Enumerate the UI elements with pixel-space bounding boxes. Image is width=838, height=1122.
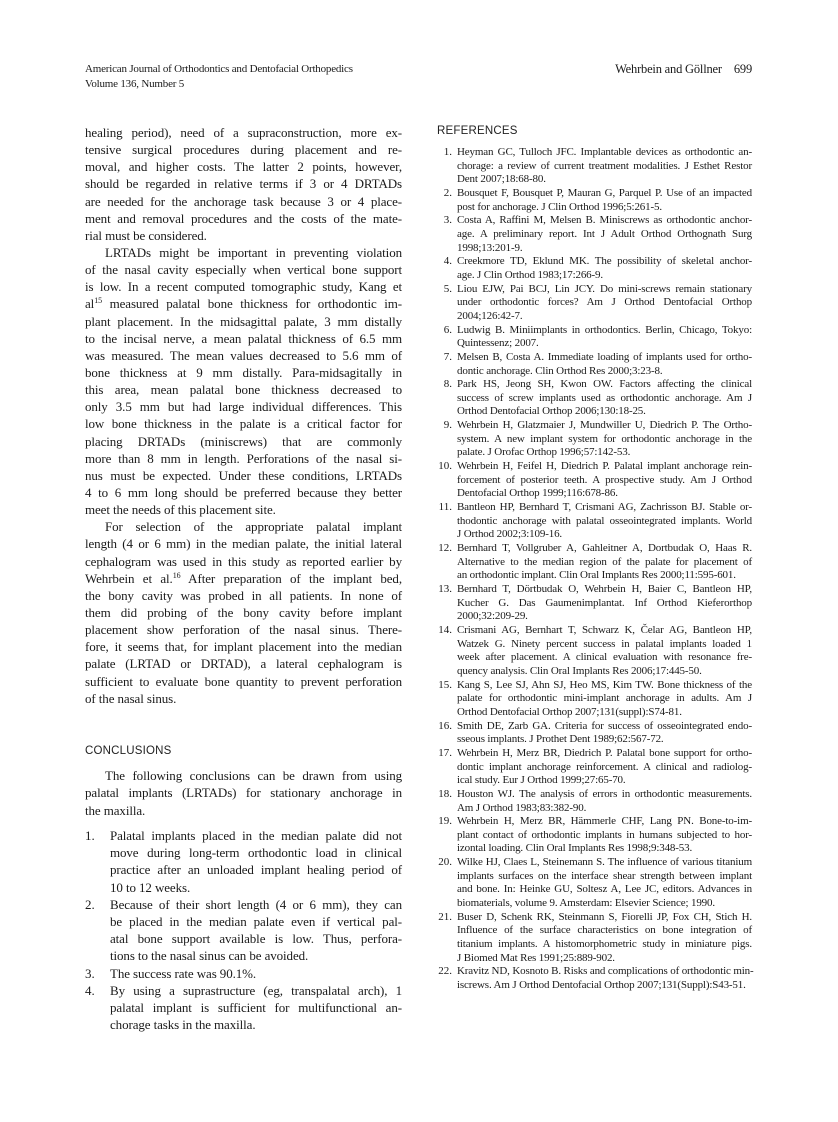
text-line: age. J Clin Orthod 1983;17:266-9. bbox=[457, 268, 603, 281]
text-line: rial must be considered. bbox=[85, 227, 207, 243]
text-line: of the nasal sinus. bbox=[85, 690, 177, 706]
text-line: only 3.5 mm but had large individual differences. This bbox=[85, 399, 402, 415]
reference-item bbox=[437, 283, 752, 324]
text-line: iscrews. Am J Orthod Dentofacial Orthop 2007;131(Suppl):S43-51. bbox=[457, 979, 746, 992]
text-line: 4 to 6 mm long should be preferred because they better bbox=[85, 484, 402, 500]
text-line: Kucher G. Das Gaumenimplantat. Inf Orthod Kieferorthop bbox=[457, 596, 752, 609]
paragraph bbox=[85, 244, 402, 518]
text-line: bone thickness at 9 mm distally. Para-midsagitally in bbox=[85, 364, 402, 380]
text-line: Because of their short length (4 or 6 mm), they can bbox=[110, 896, 402, 912]
reference-item bbox=[437, 788, 752, 815]
text-fragment: After preparation of the implant bed, bbox=[180, 570, 402, 586]
text-line: Kravitz ND, Kosnoto B. Risks and complications of orthodontic min- bbox=[457, 965, 754, 978]
text-line: forcement of posterior teeth. A prospective study. Am J Orthod bbox=[457, 473, 752, 486]
text-line: Wehrbein H, Merz BR, Diedrich P. Palatal bone support for ortho- bbox=[457, 746, 752, 759]
text-fragment: measured palatal bone thickness for orthodontic im- bbox=[102, 296, 402, 312]
conclusions-heading: CONCLUSIONS bbox=[85, 745, 172, 757]
text-line: placement show perforation of the nasal sinus. There- bbox=[85, 622, 402, 638]
text-line: age. A preliminary report. Int J Adult Orthod Orthognath Surg bbox=[457, 227, 752, 240]
text-line: Wilke HJ, Claes L, Steinemann S. The influence of various titanium bbox=[457, 856, 752, 869]
text-line: J Orthod 2002;3:109-16. bbox=[457, 528, 563, 541]
text-line: palate for orthodontic mini-implant anchorage in adults. Am J bbox=[457, 692, 752, 705]
journal-volume: Volume 136, Number 5 bbox=[85, 78, 185, 90]
text-line: Wehrbein H, Feifel H, Diedrich P. Palatal implant anchorage rein- bbox=[457, 460, 752, 473]
text-line: are needed for the anchorage task because 3 or 4 place- bbox=[85, 193, 402, 209]
text-line bbox=[85, 295, 402, 312]
reference-item bbox=[437, 542, 752, 583]
reference-item bbox=[437, 815, 752, 856]
conclusions-list bbox=[85, 827, 402, 1033]
reference-number: 16. bbox=[438, 719, 452, 732]
text-line: 2000;32:209-29. bbox=[457, 610, 528, 623]
reference-item bbox=[437, 214, 752, 255]
text-line: izontal loading. Clin Oral Implants Res 1998;9:348-53. bbox=[457, 842, 693, 855]
reference-number: 21. bbox=[438, 910, 452, 923]
reference-item bbox=[437, 378, 752, 419]
text-line: Liou EJW, Pai BCJ, Lin JCY. Do mini-screws remain stationary bbox=[457, 282, 752, 295]
reference-number: 13. bbox=[438, 583, 452, 595]
text-line: palate. J Orofac Orthop 1996;57:142-53. bbox=[457, 446, 631, 459]
text-line: Costa A, Raffini M, Melsen B. Miniscrews as orthodontic anchor- bbox=[457, 214, 752, 227]
text-line: Palatal implants placed in the median palate did not bbox=[110, 828, 402, 843]
text-line: week after placement. A clinical evaluation with resonance fre- bbox=[457, 651, 752, 664]
reference-item bbox=[437, 747, 752, 788]
text-line: Bernhard T, Dörtbudak O, Wehrbein H, Baier C, Bantleon HP, bbox=[457, 583, 752, 595]
text-line: Dentofacial Orthop 1999;116:678-86. bbox=[457, 487, 618, 500]
text-line: The following conclusions can be drawn from using bbox=[105, 768, 402, 783]
text-line: palatal implant is sufficient for multifunctional an- bbox=[110, 999, 402, 1015]
text-line: Houston WJ. The analysis of errors in orthodontic measurements. bbox=[457, 787, 752, 800]
reference-number: 1. bbox=[443, 146, 452, 158]
conclusion-item bbox=[85, 827, 402, 896]
text-line: moval, and higher costs. The latter 2 points, however, bbox=[85, 159, 402, 175]
text-fragment: al bbox=[85, 296, 95, 312]
text-line: and bone. In: Heinke GU, Soltesz A, Lee JC, editors. Advances in bbox=[457, 883, 752, 896]
text-line: this area, mean palatal bone thickness decreased to bbox=[85, 382, 402, 398]
text-line: Smith DE, Zarb GA. Criteria for success of osseointegrated endo- bbox=[457, 719, 752, 732]
reference-item bbox=[437, 324, 752, 351]
paragraph bbox=[85, 124, 402, 244]
reference-item bbox=[437, 856, 752, 911]
text-line: thodontic anchorage with palatal osseointegrated implants. World bbox=[457, 514, 752, 527]
text-fragment: Wehrbein et al. bbox=[85, 570, 173, 586]
text-line: Dent 2007;18:68-80. bbox=[457, 173, 546, 186]
text-line: length (4 or 6 mm) in the median palate, the initial lateral bbox=[85, 536, 402, 552]
reference-item bbox=[437, 146, 752, 187]
text-line: For selection of the appropriate palatal implant bbox=[105, 519, 402, 535]
text-line: practice after an unloaded implant healing period of bbox=[110, 862, 402, 878]
reference-number: 2. bbox=[443, 186, 452, 199]
text-line: post for anchorage. J Clin Orthod 1996;5:261-5. bbox=[457, 200, 662, 213]
text-line: to the incisal nerve, a mean palatal thickness of 6.5 mm bbox=[85, 330, 402, 346]
text-line: plant contact of orthodontic implants in humans subjected to hor- bbox=[457, 828, 752, 841]
article-authors: Wehrbein and Göllner bbox=[615, 62, 722, 76]
text-line: should be regarded in relative terms if 3 or 4 DRTADs bbox=[85, 176, 402, 192]
text-line: Kang S, Lee SJ, Ahn SJ, Heo MS, Kim TW. Bone thickness of the bbox=[457, 678, 752, 691]
reference-item bbox=[437, 583, 752, 624]
citation-superscript: 15 bbox=[94, 296, 102, 306]
text-line: Orthod Dentofacial Orthop 2006;130:18-25. bbox=[457, 405, 646, 418]
reference-item bbox=[437, 187, 752, 214]
text-line: Alternative to the median region of the palate for placement of bbox=[457, 555, 752, 568]
item-number: 1. bbox=[85, 828, 95, 843]
citation-superscript: 16 bbox=[172, 570, 181, 580]
reference-number: 7. bbox=[443, 350, 452, 363]
reference-number: 18. bbox=[438, 787, 452, 800]
text-line: sseous implants. J Prothet Dent 1989;62:567-72. bbox=[457, 733, 664, 746]
text-line: placing DRTADs (miniscrews) that are commonly bbox=[85, 433, 402, 449]
text-line: Creekmore TD, Eklund MK. The possibility of skeletal anchor- bbox=[457, 255, 752, 268]
text-line: dontic anchorage. Clin Orthod Res 2000;3:23-8. bbox=[457, 364, 663, 377]
text-line: 2004;126:42-7. bbox=[457, 309, 523, 322]
reference-number: 14. bbox=[438, 623, 452, 636]
text-line: tensive surgical procedures during placement and re- bbox=[85, 142, 402, 158]
text-line: palatal implants (LRTADs) for stationary anchorage in bbox=[85, 785, 402, 801]
text-line: 10 to 12 weeks. bbox=[110, 879, 191, 895]
reference-item bbox=[437, 351, 752, 378]
text-line: under orthodontic forces? Am J Orthod Dentofacial Orthop bbox=[457, 296, 752, 309]
text-line: Quintessenz; 2007. bbox=[457, 337, 539, 350]
text-line: Heyman GC, Tulloch JFC. Implantable devices as orthodontic an- bbox=[457, 146, 752, 158]
text-line: implants surfaces on the interface shear strength between implant bbox=[457, 869, 752, 882]
conclusion-item bbox=[85, 896, 402, 965]
running-header-left bbox=[85, 62, 353, 92]
text-line: the bony cavity was probed in all patients. In none of bbox=[85, 587, 402, 603]
text-line: plant placement. In the midsagittal palate, 3 mm distally bbox=[85, 313, 402, 329]
text-line: dontic implant anchorage reinforcement. A clinical and radiolog- bbox=[457, 760, 752, 773]
reference-item bbox=[437, 720, 752, 747]
text-line: the maxilla. bbox=[85, 802, 146, 818]
text-line: titanium implants. A histomorphometric study in miniature pigs. bbox=[457, 938, 752, 951]
text-line: Wehrbein H, Merz BR, Hämmerle CHF, Lang PN. Bone-to-im- bbox=[457, 815, 752, 828]
text-line: ment and removal procedures and the costs of the mate- bbox=[85, 210, 402, 226]
references-list bbox=[437, 146, 752, 993]
reference-number: 3. bbox=[443, 214, 452, 227]
reference-item bbox=[437, 965, 752, 992]
text-line: Park HS, Jeong SH, Kwon OW. Factors affecting the clinical bbox=[457, 378, 752, 391]
reference-number: 6. bbox=[443, 323, 452, 336]
text-line: chorage tasks in the maxilla. bbox=[110, 1017, 256, 1033]
reference-number: 8. bbox=[443, 378, 452, 391]
reference-number: 22. bbox=[438, 965, 452, 978]
text-line: J Biomed Mat Res 1991;25:889-902. bbox=[457, 951, 615, 964]
text-line: Crismani AG, Bernhart T, Schwarz K, Čelar AG, Bantleon HP, bbox=[457, 623, 752, 636]
reference-item bbox=[437, 419, 752, 460]
text-line: move during long-term orthodontic load in clinical bbox=[110, 845, 402, 861]
text-line: of the nasal cavity especially when vertical bone support bbox=[85, 262, 402, 278]
reference-number: 10. bbox=[438, 460, 452, 473]
reference-number: 19. bbox=[438, 815, 452, 828]
text-line: system. A new implant system for orthodontic anchorage in the bbox=[457, 432, 752, 445]
paragraph bbox=[85, 518, 402, 707]
item-number: 4. bbox=[85, 982, 95, 998]
text-line: Am J Orthod 1983;83:382-90. bbox=[457, 801, 587, 814]
text-line: Melsen B, Costa A. Immediate loading of implants used for ortho- bbox=[457, 350, 752, 363]
text-line: Bousquet F, Bousquet P, Mauran G, Parquel P. Use of an impacted bbox=[457, 186, 752, 199]
text-line: them did probing of the bony cavity before implant bbox=[85, 604, 402, 620]
page-number: 699 bbox=[733, 62, 752, 76]
reference-item bbox=[437, 501, 752, 542]
reference-number: 17. bbox=[438, 746, 452, 759]
text-line: atal bone support available is low. Thus, perfora- bbox=[110, 931, 402, 947]
text-line: tions to the nasal sinus can be avoided. bbox=[110, 948, 309, 964]
text-line: Orthod Dentofacial Orthop 2007;131(suppl):S74-81. bbox=[457, 705, 682, 718]
text-line: ical study. Eur J Orthod 1999;27:65-70. bbox=[457, 774, 626, 787]
text-line: nus must be expected. Under these conditions, LRTADs bbox=[85, 467, 402, 483]
reference-item bbox=[437, 911, 752, 966]
text-line: Wehrbein H, Glatzmaier J, Mundwiller U, Diedrich P. The Ortho- bbox=[457, 419, 752, 432]
text-line: Watzek G. Ninety percent success in palatal implants loaded 1 bbox=[457, 637, 752, 650]
text-line: quency analysis. Clin Oral Implants Res 2006;17:445-50. bbox=[457, 664, 702, 677]
reference-number: 9. bbox=[443, 419, 452, 432]
conclusions-intro bbox=[85, 767, 402, 819]
reference-item bbox=[437, 255, 752, 282]
reference-number: 5. bbox=[443, 282, 452, 295]
text-line: an orthodontic implant. Clin Oral Implants Res 2000;11:595-601. bbox=[457, 569, 736, 582]
text-line: Bantleon HP, Bernhard T, Crismani AG, Zachrisson BJ. Stable or- bbox=[457, 501, 752, 514]
text-line: success of screw implants used as orthodontic anchorage. Am J bbox=[457, 391, 752, 404]
reference-number: 15. bbox=[438, 678, 452, 691]
reference-item bbox=[437, 679, 752, 720]
text-line: is low. In a recent computed tomographic study, Kang et bbox=[85, 279, 402, 295]
text-line: Influence of the surface characteristics on bone integration of bbox=[457, 924, 752, 937]
conclusion-item bbox=[85, 965, 402, 982]
text-line: 1998;13:201-9. bbox=[457, 241, 523, 254]
reference-number: 20. bbox=[438, 856, 452, 869]
reference-number: 4. bbox=[443, 255, 452, 268]
text-line: The success rate was 90.1%. bbox=[110, 965, 257, 981]
text-line: palate (LRTAD or DRTAD), a lateral cephalogram is bbox=[85, 656, 402, 672]
reference-number: 11. bbox=[438, 501, 452, 514]
reference-number: 12. bbox=[438, 542, 452, 555]
reference-item bbox=[437, 460, 752, 501]
running-header-right bbox=[615, 62, 752, 77]
references-heading: REFERENCES bbox=[437, 125, 518, 137]
text-line: Bernhard T, Vollgruber A, Gahleitner A, Dortbudak O, Haas R. bbox=[457, 542, 752, 555]
text-line: be placed in the median palate even if vertical pal- bbox=[110, 913, 402, 929]
text-line: fore, it seems that, for implant placement into the median bbox=[85, 639, 402, 655]
text-line: biomaterials, volume 9. Amsterdam: Elsevier Science; 1990. bbox=[457, 897, 715, 910]
text-line: cephalogram was used in this study as reported earlier by bbox=[85, 553, 402, 569]
text-line: more than 8 mm in length. Perforations of the nasal si- bbox=[85, 450, 402, 466]
text-line bbox=[85, 570, 402, 587]
conclusion-item bbox=[85, 982, 402, 1034]
reference-item bbox=[437, 624, 752, 679]
text-line: Buser D, Schenk RK, Steinmann S, Fiorelli JP, Fox CH, Stich H. bbox=[457, 910, 752, 923]
item-number: 3. bbox=[85, 965, 95, 981]
text-line: sufficient to evaluate bone quantity to prevent perforation bbox=[85, 673, 402, 689]
text-line: low bone thickness in the palate is a critical factor for bbox=[85, 416, 402, 432]
text-line: LRTADs might be important in preventing violation bbox=[105, 244, 402, 260]
text-line: Ludwig B. Miniimplants in orthodontics. Berlin, Chicago, Tokyo: bbox=[457, 323, 752, 336]
item-number: 2. bbox=[85, 896, 95, 912]
text-line: chorage: a review of current treatment modalities. J Esthet Restor bbox=[457, 159, 752, 172]
body-text-column bbox=[85, 124, 402, 707]
text-line: By using a suprastructure (eg, transpalatal arch), 1 bbox=[110, 982, 402, 998]
text-line: was measured. The mean values decreased to 5.6 mm of bbox=[85, 347, 402, 363]
text-line: meet the needs of this placement site. bbox=[85, 502, 276, 518]
text-line: healing period), need of a supraconstruction, more ex- bbox=[85, 125, 402, 140]
journal-title: American Journal of Orthodontics and Dentofacial Orthopedics bbox=[85, 63, 353, 75]
